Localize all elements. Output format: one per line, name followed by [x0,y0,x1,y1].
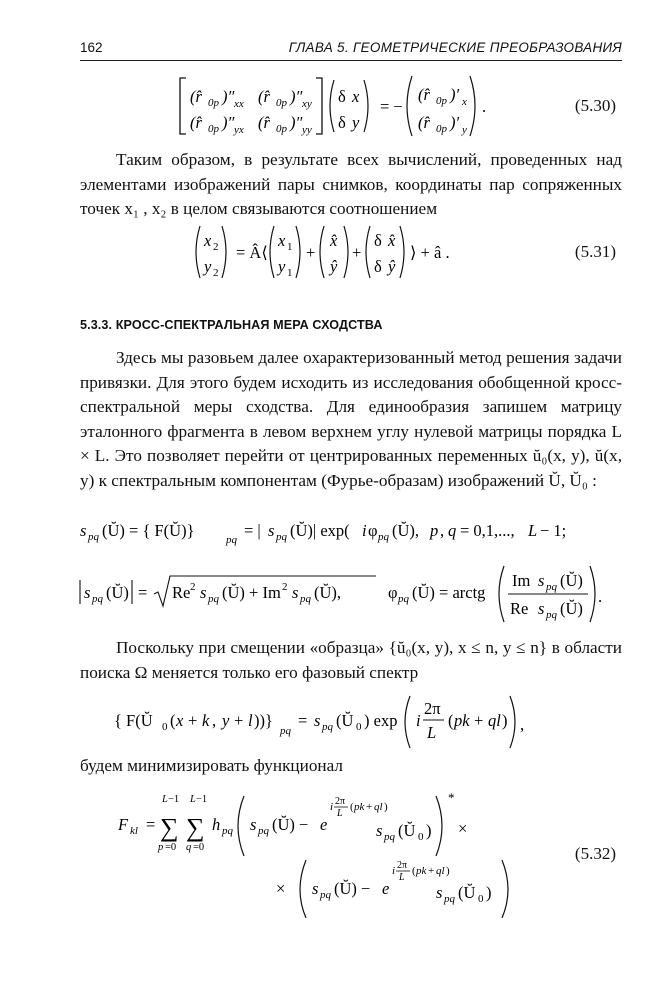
svg-text:+: + [188,711,198,730]
svg-text:ql: ql [488,711,501,730]
svg-text:2π: 2π [424,699,441,718]
svg-text:(Ŭ): (Ŭ) [106,583,129,602]
svg-text:+: + [352,243,362,262]
svg-text:pk: pk [416,865,427,877]
svg-text:pq: pq [546,581,557,593]
svg-text:xy: xy [302,98,312,110]
svg-text:x: x [462,96,467,108]
svg-text:(Ŭ),: (Ŭ), [314,583,342,602]
svg-text:)″: )″ [222,87,235,106]
svg-text:pq: pq [444,893,455,905]
svg-text:): ) [446,865,450,877]
svg-text:(Ŭ) = { F(Ŭ)}: (Ŭ) = { F(Ŭ)} [102,521,195,540]
svg-text:ŷ: ŷ [330,257,338,276]
svg-text:x̂: x̂ [388,231,396,250]
svg-text:(r̂: (r̂ [418,113,430,132]
svg-text:): ) [502,711,508,730]
svg-text:ŷ: ŷ [388,257,396,276]
svg-text:xx: xx [234,98,244,110]
svg-text:(: ( [412,865,416,877]
amplitude-phase-equation [0,562,660,626]
svg-text:(Ŭ) −: (Ŭ) − [272,815,309,834]
svg-text:−1: −1 [168,794,180,805]
svg-text:pq: pq [258,825,269,837]
svg-text:0p: 0p [276,123,287,135]
svg-text:s: s [376,821,383,840]
svg-text:): ) [486,883,492,902]
svg-text:=: = [298,711,308,730]
svg-text:x: x [278,231,286,250]
svg-text:e: e [382,879,390,898]
svg-text:x̂: x̂ [330,231,338,250]
svg-text:kl: kl [130,825,138,837]
svg-text:x: x [352,87,360,106]
paragraph-2: Здесь мы разовьем далее охарактеризованный метод решения задачи привязки. Для этого будем исходить из исследования обобщенной кросс-спектральной меры сходства. Для единообразия запишем матрицу эталонного фрагмента в левом верхнем углу нулевой матрицы порядка L × L. Это позволяет перейти от центрированных переменных ŭ₀(x, y), ŭ(x, y) к спектральным компонентам (Фурье-образам) изображений Ŭ, Ŭ₀ : [80,348,622,490]
svg-text:s: s [538,599,545,618]
svg-text:y: y [204,257,212,276]
svg-text:F: F [118,815,129,834]
svg-text:) exp: ) exp [364,711,398,730]
svg-text:x: x [176,711,184,730]
svg-text:=: = [138,583,148,602]
svg-text:(Ŭ) = arctg: (Ŭ) = arctg [412,583,486,602]
svg-text:s: s [268,521,275,540]
svg-text:y: y [278,257,286,276]
svg-text:pk: pk [354,801,365,813]
svg-text:0: 0 [478,893,484,905]
svg-text:pq: pq [276,531,287,543]
svg-text:pq: pq [398,593,409,605]
svg-text:pq: pq [546,609,557,621]
svg-text:+: + [306,243,316,262]
svg-text:(Ŭ): (Ŭ) [560,571,583,590]
paragraph-3: Поскольку при смещении «образца» {ŭ₀(x, y), x ≤ n, y ≤ n} в области поиска Ω меняется только его фазовый спектр [80,638,622,682]
svg-text:Im: Im [512,571,531,590]
svg-text:)′: )′ [450,113,460,132]
shift-equation [0,690,660,754]
svg-text:+: + [366,801,373,813]
svg-text:pq: pq [226,534,237,546]
svg-text:2: 2 [213,267,219,279]
svg-text:ql: ql [374,801,383,813]
section-heading: 5.3.3. КРОСС-СПЕКТРАЛЬНАЯ МЕРА СХОДСТВА [80,318,383,332]
svg-text:s: s [292,583,299,602]
svg-text:(: ( [448,711,454,730]
svg-text:+: + [474,711,484,730]
svg-text:1: 1 [287,267,293,279]
svg-text:(r̂: (r̂ [190,87,202,106]
svg-text:.: . [598,587,603,606]
svg-text:L: L [427,723,437,742]
svg-text:s: s [250,815,257,834]
equation-5-30 [0,72,660,140]
running-title: ГЛАВА 5. ГЕОМЕТРИЧЕСКИЕ ПРЕОБРАЗОВАНИЯ [288,40,622,55]
svg-text:(Ŭ),: (Ŭ), [392,521,420,540]
svg-text:= Â⟨: = Â⟨ [236,243,268,262]
svg-text:y: y [352,113,360,132]
svg-text:,: , [440,521,445,540]
svg-text:s: s [312,879,319,898]
svg-text:pq: pq [280,725,291,737]
svg-text:pq: pq [222,825,233,837]
svg-text:L: L [337,808,343,819]
svg-text:s: s [84,583,91,602]
svg-text:L: L [399,872,405,883]
svg-text:L: L [528,521,538,540]
svg-text:×: × [276,879,286,898]
svg-text:)′: )′ [450,85,460,104]
svg-text:s: s [314,711,321,730]
svg-text:p: p [430,521,439,540]
svg-text:(r̂: (r̂ [190,113,202,132]
svg-text:=0: =0 [193,842,205,853]
svg-text:Re: Re [172,583,191,602]
svg-text:l: l [248,711,253,730]
spectrum-equation [0,512,660,548]
svg-text:=0: =0 [165,842,177,853]
svg-text:.: . [482,97,487,116]
equation-number: (5.32) [574,844,616,863]
svg-text:i: i [392,865,396,877]
svg-text:= |: = | [244,521,261,540]
svg-text:pq: pq [320,889,331,901]
svg-text:pq: pq [208,593,219,605]
svg-text:2π: 2π [397,860,408,871]
svg-text:pq: pq [88,531,99,543]
svg-text:δ: δ [374,231,382,250]
svg-text:i: i [330,801,334,813]
svg-text:)″: )″ [290,113,303,132]
svg-text:pq: pq [322,721,333,733]
svg-text:∑: ∑ [186,813,205,842]
svg-text:∑: ∑ [160,813,179,842]
svg-text:(Ŭ: (Ŭ [458,883,476,902]
svg-text:): ) [426,821,432,840]
svg-text:(Ŭ) −: (Ŭ) − [334,879,371,898]
svg-text:− 1;: − 1; [540,521,567,540]
svg-text:): ) [384,801,388,813]
svg-text:(Ŭ): (Ŭ) [560,599,583,618]
svg-text:,: , [212,711,217,730]
svg-text:2: 2 [282,581,288,593]
svg-text:φ: φ [368,521,378,540]
paragraph-1: Таким образом, в результате всех вычислений, проведенных над элементами изображений пары снимков, координаты пар сопряженных точек x₁ , x₂ в целом связываются соотношением [80,150,622,218]
svg-text:q: q [448,521,457,540]
svg-text:(: ( [350,801,354,813]
svg-text:2: 2 [213,241,219,253]
svg-text:e: e [320,815,328,834]
svg-text:δ: δ [374,257,382,276]
svg-text:δ: δ [338,113,346,132]
svg-text:(Ŭ) + Im: (Ŭ) + Im [222,583,281,602]
svg-text:φ: φ [388,583,398,602]
svg-text:=: = [146,815,156,834]
svg-text:L: L [190,794,196,805]
svg-text:(r̂: (r̂ [418,85,430,104]
svg-text:⟩ + â .: ⟩ + â . [410,243,450,262]
svg-text:(Ŭ: (Ŭ [398,821,416,840]
svg-text:(: ( [170,711,176,730]
svg-text:pq: pq [378,531,389,543]
svg-text:+: + [234,711,244,730]
svg-text:s: s [80,521,87,540]
svg-text:pq: pq [384,831,395,843]
svg-text:+: + [428,865,435,877]
page-number: 162 [80,40,103,55]
svg-text:i: i [416,711,421,730]
svg-text:h: h [212,815,221,834]
svg-text:(Ŭ: (Ŭ [336,711,354,730]
svg-text:0p: 0p [276,97,287,109]
svg-text:0p: 0p [208,97,219,109]
svg-text:1: 1 [287,241,293,253]
svg-text:0p: 0p [436,95,447,107]
svg-text:0p: 0p [436,123,447,135]
equation-number: (5.30) [574,96,616,115]
svg-text:yx: yx [234,124,244,136]
svg-text:{ F(Ŭ: { F(Ŭ [114,711,153,730]
svg-text:))}: ))} [254,711,273,730]
svg-text:i: i [362,521,367,540]
svg-text:x: x [204,231,212,250]
svg-text:(Ŭ)| exp(: (Ŭ)| exp( [290,521,350,540]
svg-text:*: * [448,790,455,805]
svg-text:0p: 0p [208,123,219,135]
equation-number: (5.31) [574,242,616,261]
svg-text:(r̂: (r̂ [258,87,270,106]
svg-text:0: 0 [162,721,168,733]
svg-text:y: y [462,124,467,136]
svg-text:×: × [458,819,468,838]
svg-text:,: , [520,715,525,734]
svg-text:0: 0 [356,721,362,733]
svg-text:2π: 2π [335,796,346,807]
svg-text:pq: pq [300,593,311,605]
svg-text:2: 2 [190,581,196,593]
svg-text:y: y [222,711,230,730]
equation-5-31 [0,220,660,284]
svg-text:= 0,1,...,: = 0,1,..., [460,521,515,540]
svg-text:p: p [158,842,164,853]
svg-text:pk: pk [454,711,470,730]
running-header [80,40,622,61]
svg-text:pq: pq [92,593,103,605]
svg-text:= −: = − [380,97,403,116]
svg-text:s: s [436,883,443,902]
svg-text:yy: yy [302,124,312,136]
paragraph-4: будем минимизировать функционал [80,756,343,775]
svg-text:k: k [202,711,210,730]
svg-text:−1: −1 [196,794,208,805]
svg-text:L: L [162,794,168,805]
svg-text:s: s [538,571,545,590]
svg-text:)″: )″ [222,113,235,132]
svg-text:Re: Re [510,599,529,618]
svg-text:0: 0 [418,831,424,843]
svg-text:q: q [186,842,192,853]
svg-text:δ: δ [338,87,346,106]
equation-5-32 [0,786,660,918]
svg-text:)″: )″ [290,87,303,106]
svg-text:(r̂: (r̂ [258,113,270,132]
svg-text:ql: ql [436,865,445,877]
svg-text:s: s [200,583,207,602]
